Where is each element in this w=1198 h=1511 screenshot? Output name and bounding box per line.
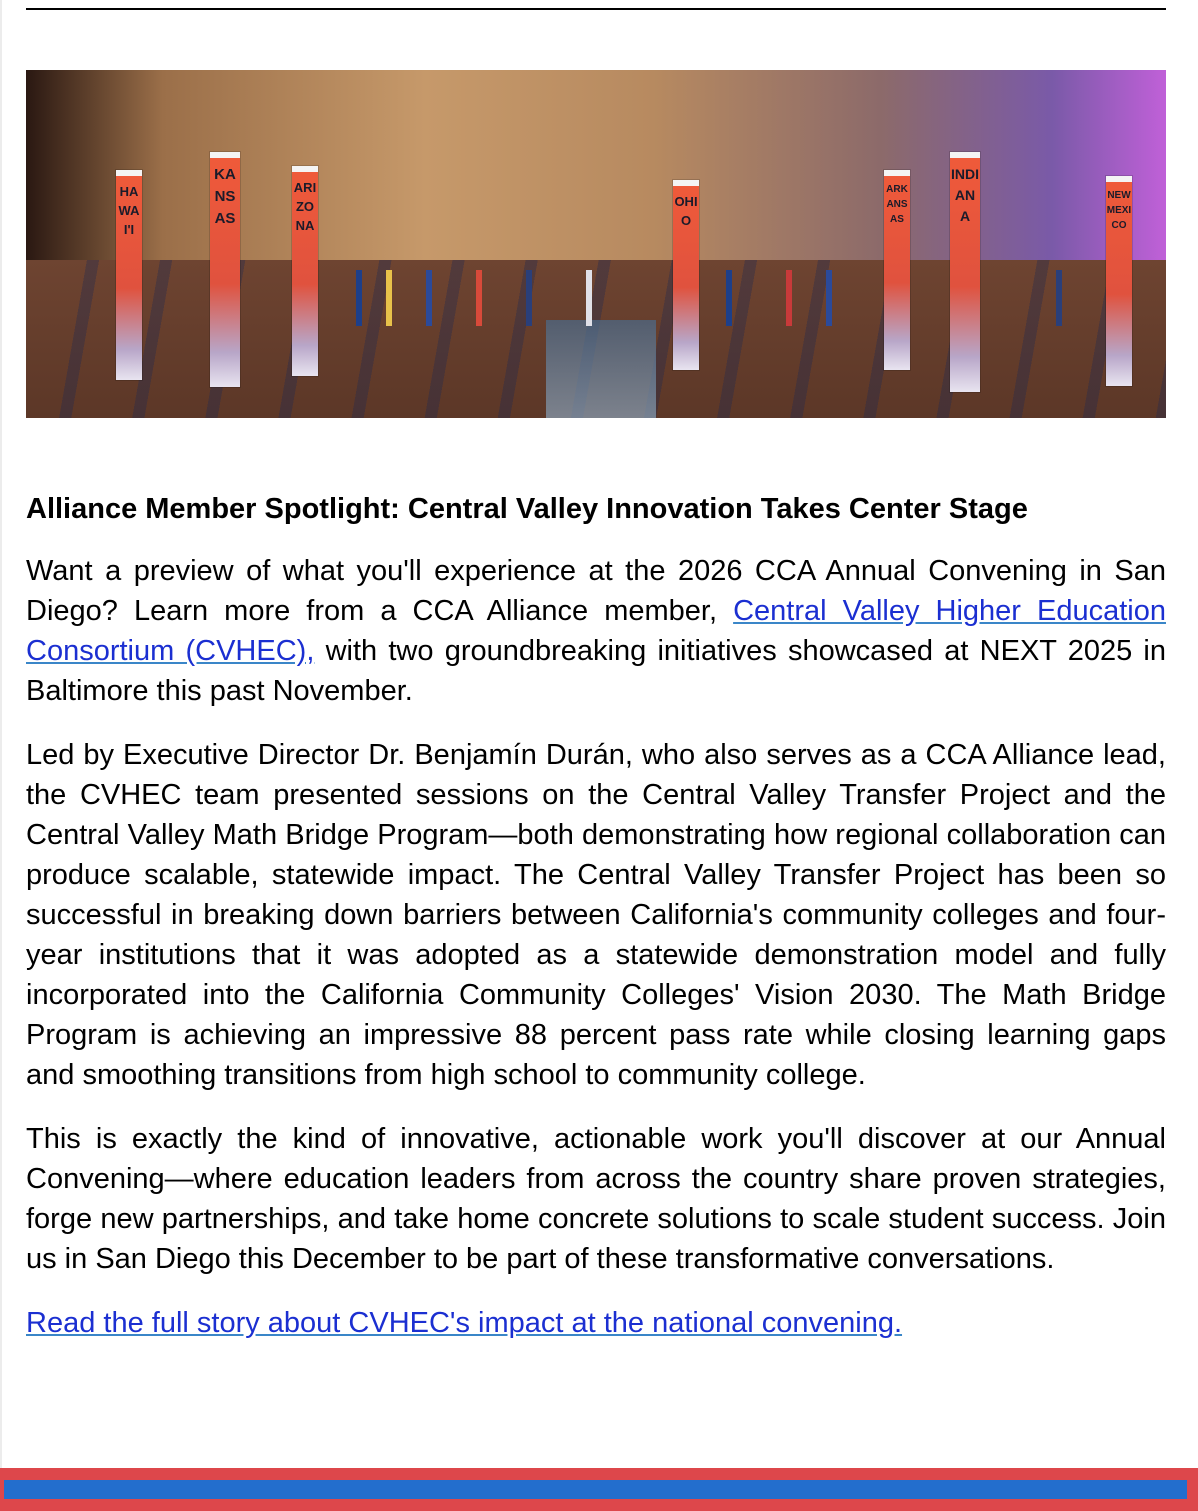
article-paragraph-details: Led by Executive Director Dr. Benjamín Durán, who also serves as a CCA Alliance lead, the CVHEC team presented sessions on the Central Valley Transfer Project and the Central Valley Math Bridge Program—both demonstrating how regional collaboration can produce scalable, statewide impact. The Central Valley Transfer Project has been so successful in breaking down barriers between California's community colleges and four-year institutions that it was adopted as a statewide demonstration model and fully incorporated into the California Community Colleges' Vision 2030. The Math Bridge Program is achieving an impressive 88 percent pass rate while closing learning gaps and smoothing transitions from high school to community college. xyxy=(26,739,1166,1091)
state-tower-arizona: ARIZONA xyxy=(292,166,318,376)
read-more-paragraph xyxy=(26,1303,1166,1343)
page-left-edge xyxy=(0,0,2,1468)
flag xyxy=(526,270,532,326)
state-tower-ohio: OHIO xyxy=(673,180,699,370)
flag xyxy=(786,270,792,326)
flag xyxy=(356,270,362,326)
flag xyxy=(386,270,392,326)
footer-blue-stripe xyxy=(4,1480,1187,1499)
article-paragraph-intro xyxy=(26,551,1166,711)
flag xyxy=(726,270,732,326)
flag xyxy=(826,270,832,326)
flag xyxy=(586,270,592,326)
article-headline: Alliance Member Spotlight: Central Valley Innovation Takes Center Stage xyxy=(26,493,1028,525)
state-tower-indiana: INDIANA xyxy=(950,152,980,392)
article xyxy=(26,487,1166,1343)
cvhec-link[interactable]: Central Valley Higher Education Consortium (CVHEC), xyxy=(26,595,1166,667)
state-tower-arkansas: ARKANSAS xyxy=(884,170,910,370)
ballroom-aisle xyxy=(546,320,656,418)
flag xyxy=(426,270,432,326)
flag xyxy=(1056,270,1062,326)
flag xyxy=(476,270,482,326)
paragraph-text: Want a preview of what you'll experience at the 2026 CCA Annual Convening in San Diego? Learn more from a CCA Alliance member, xyxy=(26,555,1166,627)
state-tower-hawaii: HAWAI'I xyxy=(116,170,142,380)
footer-color-bar xyxy=(0,1468,1198,1511)
hero-image xyxy=(26,70,1166,418)
state-tower-kansas: KANSAS xyxy=(210,152,240,387)
state-tower-new-mexico: NEW MEXICO xyxy=(1106,176,1132,386)
top-divider xyxy=(26,8,1166,10)
read-full-story-link[interactable]: Read the full story about CVHEC's impact at the national convening. xyxy=(26,1307,903,1339)
ballroom-wall xyxy=(26,70,1166,260)
article-paragraph-invite: This is exactly the kind of innovative, actionable work you'll discover at our Annual Convening—where education leaders from across the country share proven strategies, forge new partnerships, and take home concrete solutions to scale student success. Join us in San Diego this December to be part of these transformative conversations. xyxy=(26,1123,1166,1275)
paragraph-text: with two groundbreaking initiatives showcased at NEXT 2025 in Baltimore this past November. xyxy=(26,635,1166,707)
